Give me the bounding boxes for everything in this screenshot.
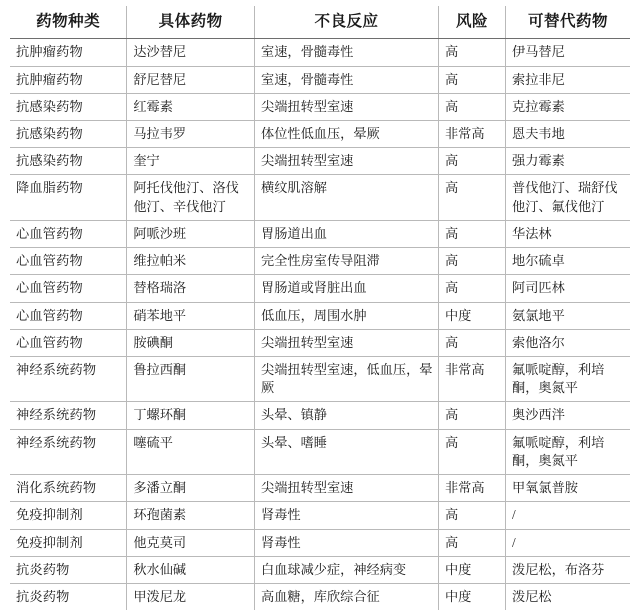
cell-category: 抗感染药物 [10, 121, 127, 148]
cell-drug: 多潘立酮 [127, 475, 255, 502]
cell-category: 神经系统药物 [10, 357, 127, 402]
cell-risk: 高 [438, 275, 505, 302]
table-row [10, 275, 630, 302]
cell-alternative: 氟哌啶醇，利培酮，奥氮平 [506, 429, 630, 474]
cell-alternative: 奥沙西泮 [506, 402, 630, 429]
cell-drug: 丁螺环酮 [127, 402, 255, 429]
cell-category: 心血管药物 [10, 329, 127, 356]
table-row [10, 583, 630, 610]
table-row [10, 329, 630, 356]
cell-adverse: 低血压，周围水肿 [255, 302, 439, 329]
cell-adverse: 头晕、嗜睡 [255, 429, 439, 474]
column-header-category: 药物种类 [10, 6, 127, 39]
cell-adverse: 完全性房室传导阻滞 [255, 248, 439, 275]
cell-alternative: 索拉非尼 [506, 66, 630, 93]
cell-alternative: 氟哌啶醇，利培酮，奥氮平 [506, 357, 630, 402]
cell-adverse: 横纹肌溶解 [255, 175, 439, 220]
cell-risk: 高 [438, 329, 505, 356]
table-row [10, 248, 630, 275]
cell-drug: 秋水仙碱 [127, 556, 255, 583]
cell-drug: 奎宁 [127, 148, 255, 175]
cell-alternative: 恩夫韦地 [506, 121, 630, 148]
table-row [10, 93, 630, 120]
cell-risk: 高 [438, 175, 505, 220]
cell-adverse: 尖端扭转型室速 [255, 148, 439, 175]
table-row [10, 429, 630, 474]
table-row [10, 402, 630, 429]
table-header-row [10, 6, 630, 39]
cell-drug: 甲泼尼龙 [127, 583, 255, 610]
cell-adverse: 室速，骨髓毒性 [255, 66, 439, 93]
cell-adverse: 室速，骨髓毒性 [255, 39, 439, 66]
cell-drug: 维拉帕米 [127, 248, 255, 275]
cell-alternative: 华法林 [506, 220, 630, 247]
table-header [10, 6, 630, 39]
cell-drug: 胺碘酮 [127, 329, 255, 356]
cell-adverse: 胃肠道出血 [255, 220, 439, 247]
cell-risk: 高 [438, 220, 505, 247]
cell-risk: 高 [438, 66, 505, 93]
cell-alternative: 氨氯地平 [506, 302, 630, 329]
table-row [10, 148, 630, 175]
table-body [10, 39, 630, 610]
cell-alternative: 克拉霉素 [506, 93, 630, 120]
cell-drug: 阿哌沙班 [127, 220, 255, 247]
cell-category: 抗感染药物 [10, 93, 127, 120]
cell-adverse: 高血糖，库欣综合征 [255, 583, 439, 610]
cell-risk: 高 [438, 93, 505, 120]
cell-drug: 红霉素 [127, 93, 255, 120]
cell-drug: 替格瑞洛 [127, 275, 255, 302]
cell-drug: 舒尼替尼 [127, 66, 255, 93]
cell-risk: 高 [438, 402, 505, 429]
cell-risk: 中度 [438, 583, 505, 610]
table-row [10, 175, 630, 220]
cell-drug: 阿托伐他汀、洛伐他汀、辛伐他汀 [127, 175, 255, 220]
cell-risk: 非常高 [438, 121, 505, 148]
cell-drug: 马拉韦罗 [127, 121, 255, 148]
cell-category: 抗感染药物 [10, 148, 127, 175]
column-header-adverse-reaction: 不良反应 [255, 6, 439, 39]
table-row [10, 39, 630, 66]
cell-category: 神经系统药物 [10, 429, 127, 474]
drug-interaction-table [10, 6, 630, 610]
cell-alternative: 伊马替尼 [506, 39, 630, 66]
cell-category: 消化系统药物 [10, 475, 127, 502]
cell-risk: 高 [438, 529, 505, 556]
cell-alternative: 索他洛尔 [506, 329, 630, 356]
column-header-alternative: 可替代药物 [506, 6, 630, 39]
table-row [10, 502, 630, 529]
cell-risk: 非常高 [438, 475, 505, 502]
cell-category: 心血管药物 [10, 275, 127, 302]
cell-risk: 中度 [438, 302, 505, 329]
cell-alternative: / [506, 502, 630, 529]
cell-alternative: 地尔硫卓 [506, 248, 630, 275]
cell-alternative: 泼尼松 [506, 583, 630, 610]
cell-drug: 噻硫平 [127, 429, 255, 474]
cell-drug: 硝苯地平 [127, 302, 255, 329]
table-row [10, 529, 630, 556]
cell-alternative: 甲氧氯普胺 [506, 475, 630, 502]
cell-alternative: 普伐他汀、瑞舒伐他汀、氟伐他汀 [506, 175, 630, 220]
cell-alternative: 强力霉素 [506, 148, 630, 175]
cell-adverse: 胃肠道或肾脏出血 [255, 275, 439, 302]
cell-risk: 高 [438, 148, 505, 175]
cell-drug: 他克莫司 [127, 529, 255, 556]
cell-adverse: 白血球减少症，神经病变 [255, 556, 439, 583]
cell-risk: 高 [438, 248, 505, 275]
cell-alternative: 阿司匹林 [506, 275, 630, 302]
cell-adverse: 肾毒性 [255, 502, 439, 529]
cell-adverse: 尖端扭转型室速 [255, 475, 439, 502]
cell-category: 抗炎药物 [10, 583, 127, 610]
cell-adverse: 肾毒性 [255, 529, 439, 556]
cell-category: 免疫抑制剂 [10, 502, 127, 529]
cell-category: 心血管药物 [10, 248, 127, 275]
table-row [10, 475, 630, 502]
column-header-drug: 具体药物 [127, 6, 255, 39]
cell-category: 抗肿瘤药物 [10, 39, 127, 66]
cell-category: 抗肿瘤药物 [10, 66, 127, 93]
cell-adverse: 尖端扭转型室速 [255, 93, 439, 120]
cell-category: 抗炎药物 [10, 556, 127, 583]
table-row [10, 66, 630, 93]
cell-drug: 鲁拉西酮 [127, 357, 255, 402]
cell-category: 心血管药物 [10, 220, 127, 247]
cell-drug: 达沙替尼 [127, 39, 255, 66]
cell-drug: 环孢菌素 [127, 502, 255, 529]
table-row [10, 302, 630, 329]
cell-category: 降血脂药物 [10, 175, 127, 220]
cell-adverse: 尖端扭转型室速，低血压，晕厥 [255, 357, 439, 402]
cell-adverse: 尖端扭转型室速 [255, 329, 439, 356]
cell-category: 免疫抑制剂 [10, 529, 127, 556]
cell-alternative: / [506, 529, 630, 556]
cell-risk: 高 [438, 502, 505, 529]
table-row [10, 357, 630, 402]
table-row [10, 220, 630, 247]
cell-adverse: 体位性低血压，晕厥 [255, 121, 439, 148]
column-header-risk: 风险 [438, 6, 505, 39]
cell-risk: 高 [438, 429, 505, 474]
table-row [10, 121, 630, 148]
cell-risk: 非常高 [438, 357, 505, 402]
cell-category: 神经系统药物 [10, 402, 127, 429]
cell-category: 心血管药物 [10, 302, 127, 329]
cell-risk: 中度 [438, 556, 505, 583]
cell-adverse: 头晕、镇静 [255, 402, 439, 429]
cell-alternative: 泼尼松，布洛芬 [506, 556, 630, 583]
cell-risk: 高 [438, 39, 505, 66]
table-row [10, 556, 630, 583]
